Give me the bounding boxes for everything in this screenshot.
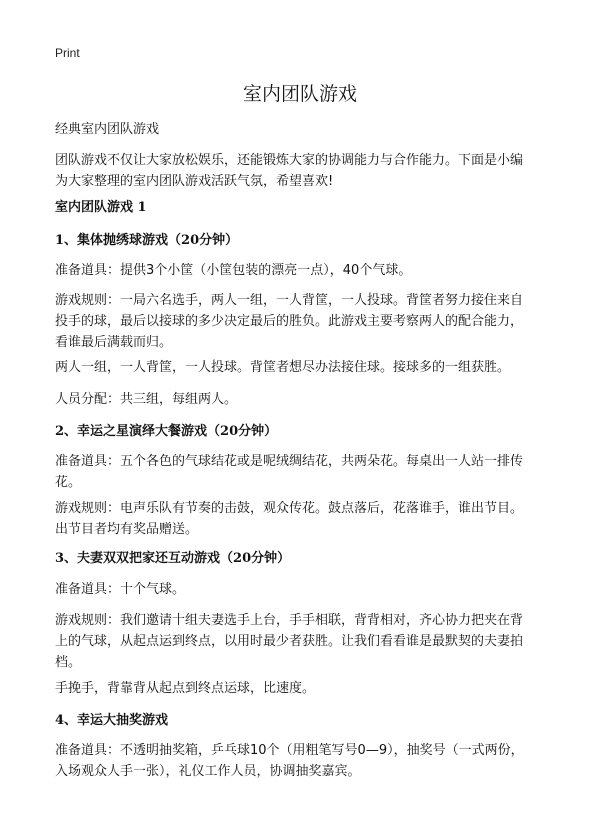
game-2-props [55, 451, 555, 493]
paragraph-line: 出节目者均有奖品赠送。 [55, 522, 199, 537]
paragraph-line: 准备道具：不透明抽奖箱，乒乓球10个（用粗笔写号0—9），抽奖号（一式两份， [55, 743, 524, 758]
paragraph-line: 准备道具：提供3个小筐（小筐包装的漂亮一点），40个气球。 [55, 263, 412, 278]
paragraph-line: 档。 [55, 655, 82, 670]
game-3-note [55, 678, 555, 699]
paragraph-line: 人员分配：共三组，每组两人。 [55, 392, 238, 407]
game-1-rules [55, 290, 555, 353]
paragraph-line: 准备道具：十个气球。 [55, 582, 186, 597]
section-heading: 室内团队游戏 1 [55, 200, 147, 215]
game-1-heading: 1、集体抛绣球游戏（20分钟） [55, 233, 239, 248]
game-1-props [55, 260, 555, 281]
paragraph-line: 游戏规则：电声乐队有节奏的击鼓，观众传花。鼓点落后，花落谁手，谁出节目。 [55, 501, 524, 516]
paragraph-line: 准备道具：五个各色的气球结花或是呢绒绸结花，共两朵花。每桌出一人站一排传 [55, 454, 524, 469]
paragraph-line: 游戏规则：我们邀请十组夫妻选手上台，手手相联，背背相对，齐心协力把夹在背 [55, 613, 524, 628]
game-3-props [55, 579, 555, 600]
intro-paragraph [55, 150, 555, 192]
game-3-rules [55, 610, 555, 673]
intro-line: 为大家整理的室内团队游戏活跃气氛，希望喜欢! [55, 174, 334, 189]
paragraph-line: 手挽手，背靠背从起点到终点运球，比速度。 [55, 681, 316, 696]
game-4-props [55, 740, 555, 782]
game-1-staffing [55, 389, 555, 410]
paragraph-line: 花。 [55, 475, 82, 490]
paragraph-line: 入场观众人手一张），礼仪工作人员，协调抽奖嘉宾。 [55, 764, 361, 779]
paragraph-line: 看谁最后满载而归。 [55, 335, 173, 350]
game-2-rules [55, 498, 555, 540]
paragraph-line: 游戏规则：一局六名选手，两人一组，一人背筐，一人投球。背筐者努力接住来自 [55, 293, 524, 308]
paragraph-line: 投手的球，最后以接球的多少决定最后的胜负。此游戏主要考察两人的配合能力， [55, 314, 524, 329]
game-3-heading: 3、夫妻双双把家还互动游戏（20分钟） [55, 551, 291, 566]
paragraph-line: 两人一组，一人背筐，一人投球。背筐者想尽办法接住球。接球多的一组获胜。 [55, 360, 511, 375]
game-2-heading: 2、幸运之星演绎大餐游戏（20分钟） [55, 424, 278, 439]
print-link[interactable]: Print [55, 46, 80, 60]
subtitle: 经典室内团队游戏 [55, 122, 160, 137]
game-1-note [55, 357, 555, 378]
page-title: 室内团队游戏 [242, 83, 357, 105]
game-4-heading: 4、幸运大抽奖游戏 [55, 713, 169, 728]
intro-line: 团队游戏不仅让大家放松娱乐，还能锻炼大家的协调能力与合作能力。下面是小编 [55, 153, 524, 168]
paragraph-line: 上的气球，从起点运到终点，以用时最少者获胜。让我们看看谁是最默契的夫妻拍 [55, 634, 524, 649]
